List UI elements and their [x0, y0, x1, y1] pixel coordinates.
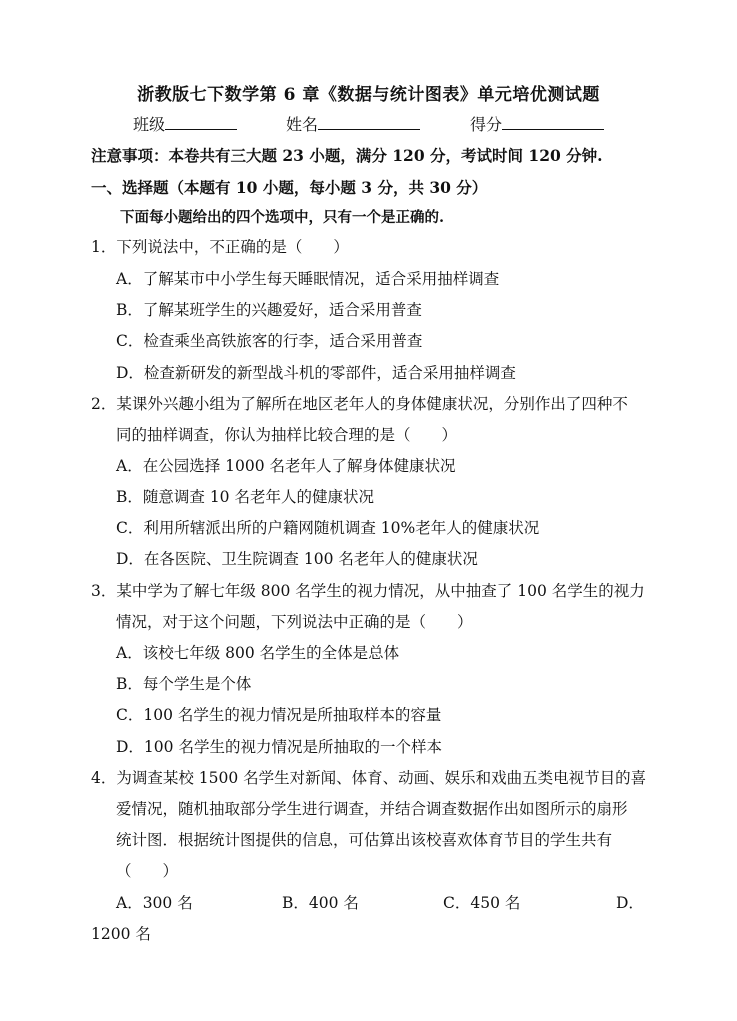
class-blank: [165, 115, 237, 130]
question-4-stem-line-3: 统计图．根据统计图提供的信息，可估算出该校喜欢体育节目的学生共有: [116, 831, 613, 849]
question-3-option-b: B．每个学生是个体: [116, 675, 252, 693]
notice: 注意事项：本卷共有三大题 23 小题，满分 120 分，考试时间 120 分钟.: [91, 146, 603, 165]
question-3-stem-line-1: 3．某中学为了解七年级 800 名学生的视力情况，从中抽查了 100 名学生的视力: [91, 582, 645, 600]
score-field: [470, 112, 604, 135]
question-4-stem-line-2: 爱情况，随机抽取部分学生进行调查，并结合调查数据作出如图所示的扇形: [116, 800, 628, 818]
question-3-option-d: D．100 名学生的视力情况是所抽取的一个样本: [116, 738, 442, 756]
section1-heading: 一、选择题（本题有 10 小题，每小题 3 分，共 30 分）: [91, 178, 488, 197]
question-2-option-d: D．在各医院、卫生院调查 100 名老年人的健康状况: [116, 550, 478, 568]
question-4-option-c: C．450 名: [443, 894, 521, 912]
question-2-stem-line-2: 同的抽样调查，你认为抽样比较合理的是（ ）: [116, 426, 458, 444]
score-label: 得分: [470, 115, 503, 134]
name-label: 姓名: [286, 115, 319, 134]
question-2-option-a: A．在公园选择 1000 名老年人了解身体健康状况: [116, 457, 456, 475]
question-4-option-b: B．400 名: [282, 894, 359, 912]
question-4-option-d-label: D．: [616, 894, 644, 912]
question-1-stem: 1．下列说法中，不正确的是（ ）: [91, 238, 349, 256]
class-field: [133, 112, 237, 135]
question-1-option-b: B．了解某班学生的兴趣爱好，适合采用普查: [116, 301, 422, 319]
question-1-option-c: C．检查乘坐高铁旅客的行李，适合采用普查: [116, 332, 423, 350]
question-3-option-a: A．该校七年级 800 名学生的全体是总体: [116, 644, 400, 662]
question-3-stem-line-2: 情况，对于这个问题，下列说法中正确的是（ ）: [116, 613, 473, 631]
question-1-option-d: D．检查新研发的新型战斗机的零部件，适合采用抽样调查: [116, 364, 516, 382]
class-label: 班级: [133, 115, 166, 134]
question-4-option-d-value: 1200 名: [91, 925, 151, 943]
name-field: [286, 112, 420, 135]
score-blank: [502, 115, 604, 130]
section1-instruction: 下面每小题给出的四个选项中，只有一个是正确的.: [120, 209, 445, 226]
question-4-stem-line-4: （ ）: [116, 862, 179, 880]
name-blank: [318, 115, 420, 130]
question-2-option-c: C．利用所辖派出所的户籍网随机调查 10%老年人的健康状况: [116, 519, 540, 537]
question-4-stem-line-1: 4．为调查某校 1500 名学生对新闻、体育、动画、娱乐和戏曲五类电视节目的喜: [91, 769, 647, 787]
question-2-stem-line-1: 2．某课外兴趣小组为了解所在地区老年人的身体健康状况，分别作出了四种不: [91, 395, 628, 413]
exam-title: 浙教版七下数学第 6 章《数据与统计图表》单元培优测试题: [137, 85, 600, 105]
question-3-option-c: C．100 名学生的视力情况是所抽取样本的容量: [116, 706, 442, 724]
question-4-option-a: A．300 名: [116, 894, 193, 912]
question-2-option-b: B．随意调查 10 名老年人的健康状况: [116, 488, 374, 506]
question-1-option-a: A．了解某市中小学生每天睡眠情况，适合采用抽样调查: [116, 270, 500, 288]
